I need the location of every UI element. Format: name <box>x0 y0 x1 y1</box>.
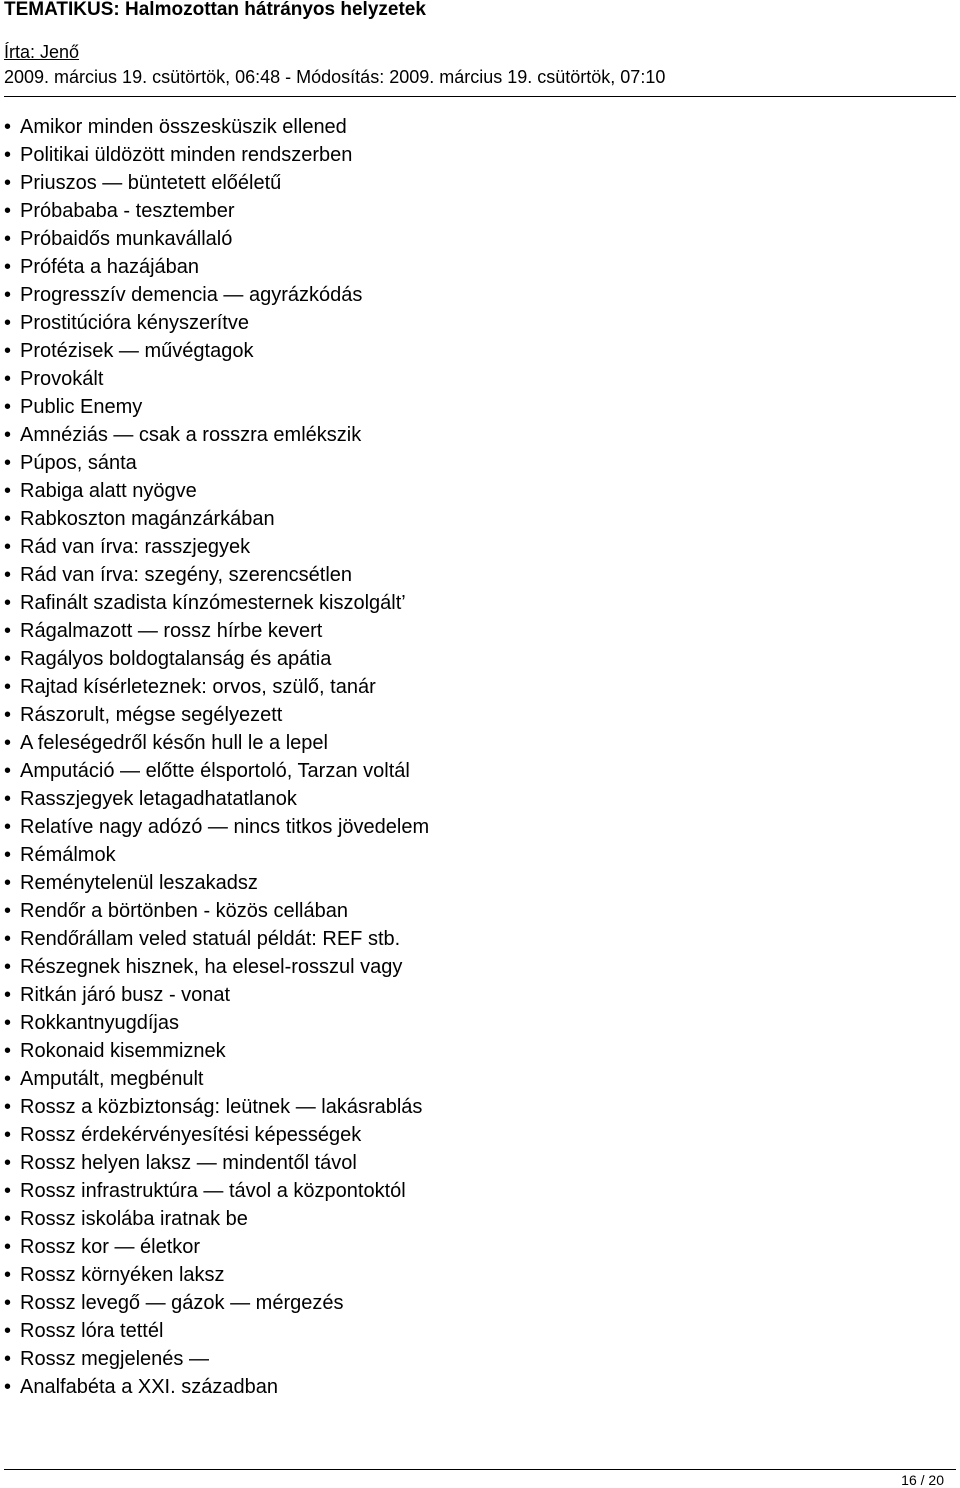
list-item <box>0 1207 429 1235</box>
list-item <box>0 703 429 731</box>
bullet-icon: • <box>4 228 12 250</box>
list-item <box>0 1235 429 1263</box>
list-item <box>0 171 429 199</box>
bullet-icon: • <box>4 452 12 474</box>
list-item-text: Amputált, megbénult <box>20 1068 204 1090</box>
list-item <box>0 1011 429 1039</box>
list-item-text: Rossz levegő — gázok — mérgezés <box>20 1292 344 1314</box>
bullet-icon: • <box>4 508 12 530</box>
bullet-icon: • <box>4 928 12 950</box>
bullet-icon: • <box>4 536 12 558</box>
bullet-icon: • <box>4 788 12 810</box>
list-item <box>0 1319 429 1347</box>
list-item <box>0 1375 429 1403</box>
list-item-text: Rabkoszton magánzárkában <box>20 508 275 530</box>
bullet-icon: • <box>4 1264 12 1286</box>
list-item-text: Púpos, sánta <box>20 452 137 474</box>
list-item-text: Rossz iskolába iratnak be <box>20 1208 248 1230</box>
date-line: 2009. március 19. csütörtök, 06:48 - Módosítás: 2009. március 19. csütörtök, 07:10 <box>4 67 666 87</box>
list-item <box>0 619 429 647</box>
list-item <box>0 675 429 703</box>
bullet-icon: • <box>4 564 12 586</box>
bullet-icon: • <box>4 340 12 362</box>
list-item-text: Ragályos boldogtalanság és apátia <box>20 648 332 670</box>
list-item-text: Rendőrállam veled statuál példát: REF stb. <box>20 928 401 950</box>
list-item-text: Protézisek — művégtagok <box>20 340 254 362</box>
list-item <box>0 283 429 311</box>
list-item <box>0 1291 429 1319</box>
list-item <box>0 787 429 815</box>
bullet-icon: • <box>4 1012 12 1034</box>
bullet-icon: • <box>4 480 12 502</box>
bullet-icon: • <box>4 1180 12 1202</box>
document-title: TEMATIKUS: Halmozottan hátrányos helyzetek <box>4 0 426 20</box>
list-item <box>0 899 429 927</box>
list-item <box>0 815 429 843</box>
list-item <box>0 927 429 955</box>
bullet-icon: • <box>4 620 12 642</box>
list-item-text: Ritkán járó busz - vonat <box>20 984 231 1006</box>
bullet-icon: • <box>4 1152 12 1174</box>
bullet-icon: • <box>4 1376 12 1398</box>
bullet-icon: • <box>4 1348 12 1370</box>
list-item-text: Rokkantnyugdíjas <box>20 1012 179 1034</box>
list-item-text: Reménytelenül leszakadsz <box>20 872 258 894</box>
list-item <box>0 731 429 759</box>
list-item <box>0 563 429 591</box>
author-name: Írta: Jenő <box>4 42 80 62</box>
bullet-icon: • <box>4 312 12 334</box>
list-item-text: Amnéziás — csak a rosszra emlékszik <box>20 424 362 446</box>
list-item <box>0 535 429 563</box>
list-item <box>0 1179 429 1207</box>
list-item <box>0 507 429 535</box>
list-item <box>0 983 429 1011</box>
list-item <box>0 1123 429 1151</box>
list-item <box>0 759 429 787</box>
list-item-text: Priuszos — büntetett előéletű <box>20 172 282 194</box>
bullet-icon: • <box>4 1068 12 1090</box>
list-item <box>0 955 429 983</box>
bullet-icon: • <box>4 172 12 194</box>
footer-divider <box>4 1469 956 1470</box>
list-item-text: Rossz lóra tettél <box>20 1320 164 1342</box>
list-item-text: Rossz környéken laksz <box>20 1264 225 1286</box>
list-item <box>0 1263 429 1291</box>
list-item <box>0 591 429 619</box>
bullet-icon: • <box>4 1208 12 1230</box>
list-item <box>0 1039 429 1067</box>
bullet-icon: • <box>4 1320 12 1342</box>
bullet-icon: • <box>4 816 12 838</box>
list-item <box>0 115 429 143</box>
list-item-text: Próbababa - tesztember <box>20 200 235 222</box>
list-item-text: Részegnek hisznek, ha elesel-rosszul vagy <box>20 956 403 978</box>
list-item-text: Rossz kor — életkor <box>20 1236 201 1258</box>
bullet-icon: • <box>4 368 12 390</box>
list-item-text: Provokált <box>20 368 104 390</box>
list-item <box>0 423 429 451</box>
bullet-icon: • <box>4 648 12 670</box>
list-item <box>0 143 429 171</box>
bullet-icon: • <box>4 1292 12 1314</box>
bullet-icon: • <box>4 900 12 922</box>
bullet-icon: • <box>4 676 12 698</box>
list-item-text: Rossz infrastruktúra — távol a központoktól <box>20 1180 406 1202</box>
author-line <box>4 41 956 63</box>
list-item-text: Relatíve nagy adózó — nincs titkos jövedelem <box>20 816 430 838</box>
list-item <box>0 647 429 675</box>
bullet-icon: • <box>4 116 12 138</box>
list-item-text: Progresszív demencia — agyrázkódás <box>20 284 363 306</box>
list-item <box>0 871 429 899</box>
list-item <box>0 255 429 283</box>
list-item-text: Analfabéta a XXI. században <box>20 1376 278 1398</box>
bullet-icon: • <box>4 200 12 222</box>
list-item <box>0 311 429 339</box>
list-item <box>0 199 429 227</box>
list-item-text: Rémálmok <box>20 844 116 866</box>
list-item-text: Próféta a hazájában <box>20 256 200 278</box>
list-item-text: Prostitúcióra kényszerítve <box>20 312 249 334</box>
bullet-icon: • <box>4 1096 12 1118</box>
list-item-text: Rafinált szadista kínzómesternek kiszolgált’ <box>20 592 406 614</box>
list-item-text: Rád van írva: rasszjegyek <box>20 536 251 558</box>
bullet-icon: • <box>4 844 12 866</box>
bullet-icon: • <box>4 1236 12 1258</box>
bullet-list <box>0 115 429 1403</box>
list-item-text: Rossz helyen laksz — mindentől távol <box>20 1152 357 1174</box>
list-item <box>0 1151 429 1179</box>
page-number: 16 / 20 <box>901 1472 944 1488</box>
list-item-text: Rasszjegyek letagadhatatlanok <box>20 788 297 810</box>
list-item-text: Rajtad kísérleteznek: orvos, szülő, tanár <box>20 676 376 698</box>
bullet-icon: • <box>4 592 12 614</box>
list-item-text: Rendőr a börtönben - közös cellában <box>20 900 348 922</box>
bullet-icon: • <box>4 396 12 418</box>
bullet-icon: • <box>4 256 12 278</box>
list-item-text: Politikai üldözött minden rendszerben <box>20 144 353 166</box>
list-item <box>0 1347 429 1375</box>
list-item <box>0 843 429 871</box>
list-item <box>0 395 429 423</box>
list-item <box>0 451 429 479</box>
list-item <box>0 367 429 395</box>
header-divider <box>4 96 956 97</box>
bullet-icon: • <box>4 144 12 166</box>
list-item-text: Public Enemy <box>20 396 143 418</box>
list-item-text: Amputáció — előtte élsportoló, Tarzan voltál <box>20 760 410 782</box>
bullet-icon: • <box>4 984 12 1006</box>
bullet-icon: • <box>4 732 12 754</box>
list-item-text: Rossz a közbiztonság: leütnek — lakásrablás <box>20 1096 423 1118</box>
bullet-icon: • <box>4 1040 12 1062</box>
bullet-icon: • <box>4 284 12 306</box>
list-item-text: Rád van írva: szegény, szerencsétlen <box>20 564 353 586</box>
bullet-icon: • <box>4 760 12 782</box>
list-item-text: Amikor minden összesküszik ellened <box>20 116 347 138</box>
list-item <box>0 227 429 255</box>
document-header <box>4 0 956 88</box>
bullet-icon: • <box>4 1124 12 1146</box>
bullet-icon: • <box>4 704 12 726</box>
bullet-icon: • <box>4 424 12 446</box>
list-item-text: Rágalmazott — rossz hírbe kevert <box>20 620 323 642</box>
bullet-icon: • <box>4 956 12 978</box>
list-item-text: Rossz érdekérvényesítési képességek <box>20 1124 362 1146</box>
list-item-text: Rokonaid kisemmiznek <box>20 1040 226 1062</box>
list-item-text: Rossz megjelenés — <box>20 1348 209 1370</box>
list-item <box>0 1067 429 1095</box>
list-item-text: Rászorult, mégse segélyezett <box>20 704 283 726</box>
list-item-text: Rabiga alatt nyögve <box>20 480 197 502</box>
list-item <box>0 479 429 507</box>
bullet-icon: • <box>4 872 12 894</box>
list-item <box>0 1095 429 1123</box>
list-item-text: Próbaidős munkavállaló <box>20 228 233 250</box>
list-item <box>0 339 429 367</box>
list-item-text: A feleségedről későn hull le a lepel <box>20 732 328 754</box>
